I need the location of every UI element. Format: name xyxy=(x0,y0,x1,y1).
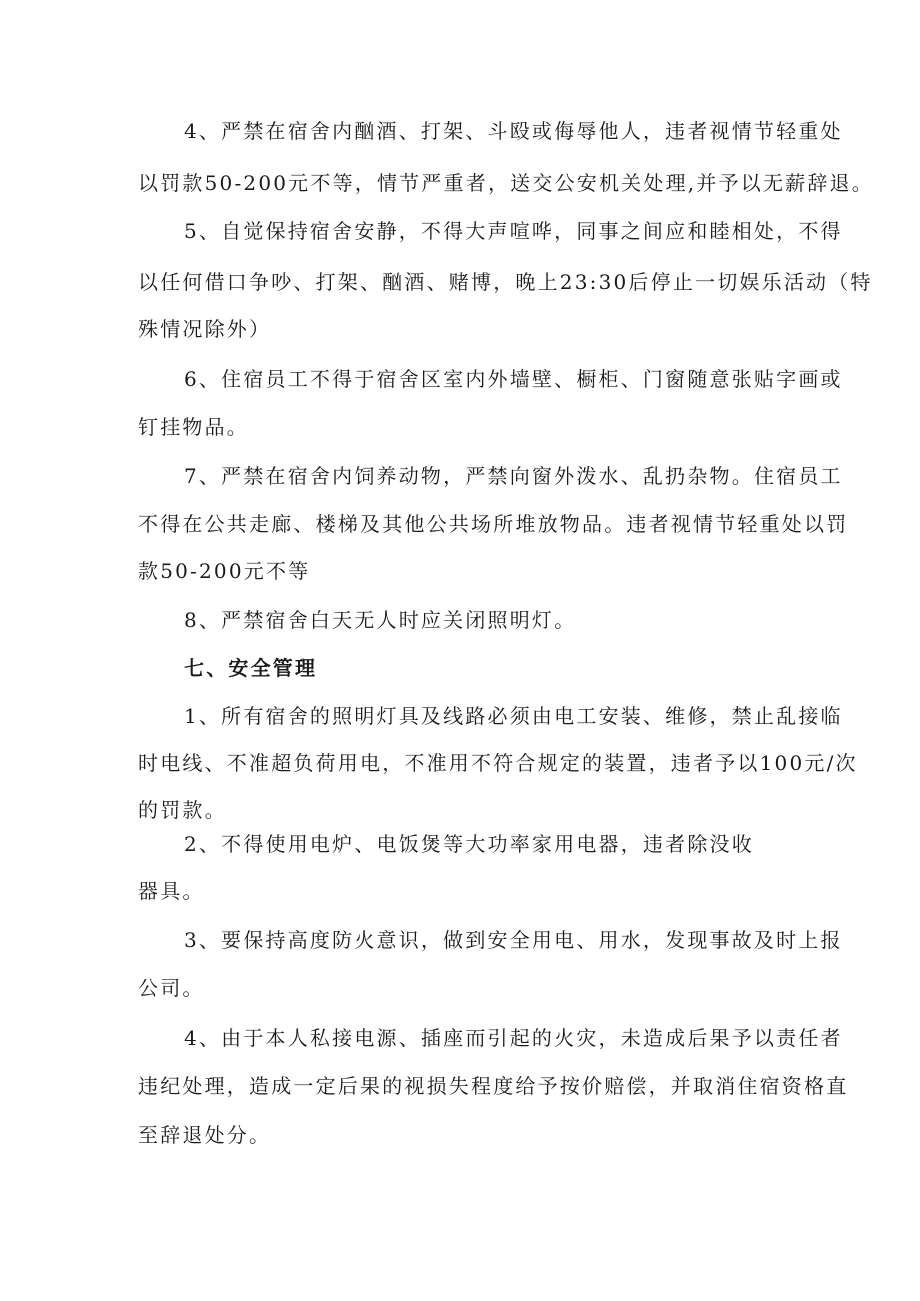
safety-item-4-line-2: 违纪处理，造成一定后果的视损失程度给予按价赔偿，并取消住宿资格直 xyxy=(138,1074,849,1098)
paragraph-7-line-1: 7、严禁在宿舍内饲养动物，严禁向窗外泼水、乱扔杂物。住宿员工 xyxy=(184,464,843,488)
safety-item-3-line-2: 公司。 xyxy=(138,976,205,1000)
safety-item-1-line-1: 1、所有宿舍的照明灯具及线路必须由电工安装、维修，禁止乱接临 xyxy=(184,704,843,728)
paragraph-5-line-1: 5、自觉保持宿舍安静，不得大声喧哗，同事之间应和睦相处，不得 xyxy=(184,219,843,243)
paragraph-5-line-2: 以任何借口争吵、打架、酗酒、赌博，晚上23:30后停止一切娱乐活动（特 xyxy=(138,270,873,294)
safety-item-1-line-2: 时电线、不准超负荷用电，不准用不符合规定的装置，违者予以100元/次 xyxy=(138,751,858,775)
safety-item-1-line-3: 的罚款。 xyxy=(138,798,227,822)
paragraph-4-line-2: 以罚款50-200元不等，情节严重者，送交公安机关处理,并予以无薪辞退。 xyxy=(138,171,874,195)
paragraph-7-line-2: 不得在公共走廊、楼梯及其他公共场所堆放物品。违者视情节轻重处以罚 xyxy=(138,512,849,536)
safety-item-2-line-1: 2、不得使用电炉、电饭煲等大功率家用电器，违者除没收 xyxy=(184,832,754,856)
section-heading-safety: 七、安全管理 xyxy=(184,656,318,680)
paragraph-6-line-2: 钉挂物品。 xyxy=(138,415,249,439)
paragraph-6-line-1: 6、住宿员工不得于宿舍区室内外墙壁、橱柜、门窗随意张贴字画或 xyxy=(184,367,843,391)
paragraph-4-line-1: 4、严禁在宿舍内酗酒、打架、斗殴或侮辱他人，违者视情节轻重处 xyxy=(184,119,843,143)
paragraph-7-line-3: 款50-200元不等 xyxy=(138,559,311,583)
paragraph-8-line-1: 8、严禁宿舍白天无人时应关闭照明灯。 xyxy=(184,608,577,632)
safety-item-4-line-1: 4、由于本人私接电源、插座而引起的火灾，未造成后果予以责任者 xyxy=(184,1026,843,1050)
safety-item-4-line-3: 至辞退处分。 xyxy=(138,1123,272,1147)
paragraph-5-line-3: 殊情况除外） xyxy=(138,317,272,341)
safety-item-2-line-2: 器具。 xyxy=(138,879,205,903)
safety-item-3-line-1: 3、要保持高度防火意识，做到安全用电、用水，发现事故及时上报 xyxy=(184,928,843,952)
